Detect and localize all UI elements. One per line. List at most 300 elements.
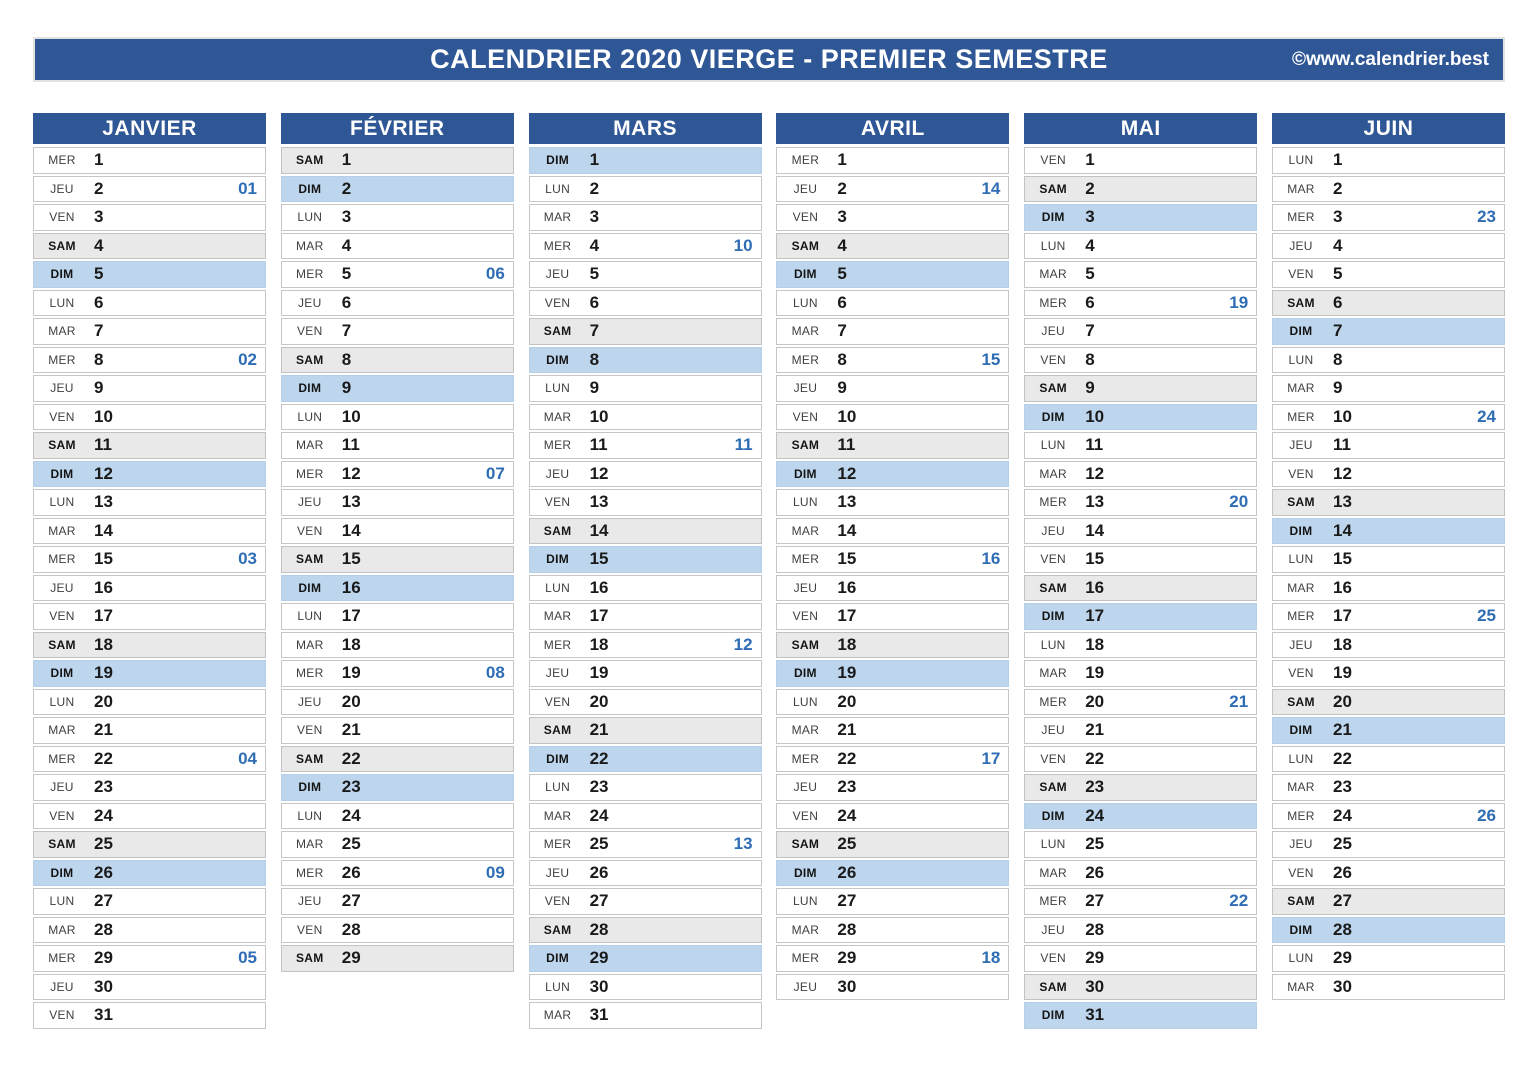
day-number: 21 xyxy=(837,720,857,740)
day-row xyxy=(33,945,266,972)
day-row xyxy=(1024,803,1257,830)
day-abbr: JEU xyxy=(50,780,74,795)
day-number: 23 xyxy=(1332,777,1352,797)
day-abbr: SAM xyxy=(1039,979,1067,994)
day-row xyxy=(529,147,762,174)
day-row xyxy=(776,660,1009,687)
day-number: 31 xyxy=(589,1005,609,1025)
day-abbr: LUN xyxy=(1288,352,1314,367)
day-row xyxy=(33,575,266,602)
day-number: 26 xyxy=(341,862,361,882)
day-row xyxy=(1024,261,1257,288)
day-number: 16 xyxy=(94,577,113,597)
day-row xyxy=(1272,974,1505,1001)
day-row xyxy=(1024,945,1257,972)
day-number: 30 xyxy=(1332,976,1352,996)
day-abbr: MAR xyxy=(1039,865,1067,880)
day-row xyxy=(33,888,266,915)
day-abbr: JEU xyxy=(298,495,322,510)
day-number: 21 xyxy=(94,720,113,740)
day-abbr: DIM xyxy=(546,552,570,567)
day-abbr: JEU xyxy=(793,979,818,994)
day-number: 29 xyxy=(1332,948,1352,968)
day-row xyxy=(33,603,266,630)
day-number: 25 xyxy=(837,834,857,854)
day-abbr: DIM xyxy=(1041,609,1065,624)
day-number: 9 xyxy=(94,378,104,398)
day-row xyxy=(33,404,266,431)
day-number: 25 xyxy=(589,834,609,854)
day-abbr: JEU xyxy=(50,979,74,994)
day-number: 15 xyxy=(589,549,609,569)
day-row xyxy=(529,945,762,972)
day-row xyxy=(529,546,762,573)
day-number: 7 xyxy=(1085,321,1095,341)
day-abbr: SAM xyxy=(791,238,820,253)
day-abbr: SAM xyxy=(1039,780,1067,795)
day-number: 29 xyxy=(837,948,857,968)
day-number: 14 xyxy=(1085,520,1105,540)
day-row xyxy=(529,632,762,659)
day-row xyxy=(33,546,266,573)
day-row xyxy=(776,204,1009,231)
day-row xyxy=(1272,404,1505,431)
day-number: 11 xyxy=(589,435,608,455)
day-row xyxy=(1272,603,1505,630)
day-row xyxy=(33,660,266,687)
day-abbr: LUN xyxy=(1040,238,1066,253)
day-row xyxy=(1024,347,1257,374)
day-row xyxy=(776,974,1009,1001)
day-row xyxy=(1272,176,1505,203)
day-abbr: VEN xyxy=(792,609,819,624)
day-number: 3 xyxy=(589,207,600,227)
day-number: 31 xyxy=(94,1005,113,1025)
month-header: AVRIL xyxy=(776,113,1009,144)
day-abbr: JEU xyxy=(1041,324,1065,339)
day-number: 17 xyxy=(1332,606,1352,626)
month-header: MAI xyxy=(1024,113,1257,144)
day-row xyxy=(1272,489,1505,516)
day-row xyxy=(776,831,1009,858)
day-row xyxy=(1024,575,1257,602)
day-number: 5 xyxy=(1332,264,1343,284)
day-abbr: DIM xyxy=(1041,1008,1065,1023)
day-row xyxy=(1272,233,1505,260)
day-abbr: MER xyxy=(543,837,572,852)
day-number: 12 xyxy=(1332,463,1352,483)
day-row xyxy=(1024,888,1257,915)
day-row xyxy=(281,575,514,602)
day-row xyxy=(33,860,266,887)
day-row xyxy=(33,318,266,345)
day-abbr: VEN xyxy=(544,694,571,709)
day-number: 27 xyxy=(341,891,361,911)
day-row xyxy=(1024,233,1257,260)
day-number: 2 xyxy=(341,178,352,198)
day-row xyxy=(776,318,1009,345)
day-number: 31 xyxy=(1085,1005,1105,1025)
day-number: 16 xyxy=(1332,577,1352,597)
week-number: 02 xyxy=(238,349,257,369)
day-abbr: SAM xyxy=(1039,381,1067,396)
day-row xyxy=(1272,261,1505,288)
day-number: 2 xyxy=(589,178,600,198)
day-abbr: VEN xyxy=(297,723,323,738)
day-number: 3 xyxy=(837,207,847,227)
week-number: 08 xyxy=(485,663,505,683)
day-number: 11 xyxy=(1085,435,1104,455)
day-row xyxy=(281,689,514,716)
day-abbr: LUN xyxy=(545,979,571,994)
day-number: 1 xyxy=(589,150,600,170)
day-row xyxy=(1024,432,1257,459)
day-row xyxy=(1272,774,1505,801)
day-number: 25 xyxy=(94,834,113,854)
day-number: 18 xyxy=(589,634,609,654)
day-row xyxy=(529,204,762,231)
day-abbr: LUN xyxy=(297,808,323,823)
day-abbr: MAR xyxy=(1039,466,1067,481)
day-row xyxy=(281,774,514,801)
day-number: 23 xyxy=(341,777,361,797)
day-abbr: LUN xyxy=(792,495,818,510)
day-abbr: MAR xyxy=(1287,580,1315,595)
day-number: 16 xyxy=(589,577,609,597)
day-row xyxy=(1024,204,1257,231)
day-number: 6 xyxy=(341,292,352,312)
day-row xyxy=(33,974,266,1001)
day-row xyxy=(281,404,514,431)
day-row xyxy=(1272,803,1505,830)
day-abbr: MER xyxy=(1287,808,1315,823)
day-abbr: DIM xyxy=(50,466,74,481)
day-abbr: JEU xyxy=(298,295,322,310)
day-abbr: DIM xyxy=(546,751,570,766)
day-number: 29 xyxy=(589,948,609,968)
copyright-link[interactable]: ©www.calendrier.best xyxy=(1291,48,1489,70)
day-abbr: DIM xyxy=(1041,409,1065,424)
day-row xyxy=(1024,375,1257,402)
day-abbr: DIM xyxy=(1289,523,1313,538)
day-number: 4 xyxy=(94,235,104,255)
day-abbr: SAM xyxy=(1039,580,1067,595)
month-rows xyxy=(1272,147,1505,1000)
day-abbr: LUN xyxy=(1040,637,1066,652)
day-number: 19 xyxy=(341,663,361,683)
day-abbr: MAR xyxy=(543,409,572,424)
day-row xyxy=(1272,518,1505,545)
day-row xyxy=(1024,974,1257,1001)
day-abbr: MAR xyxy=(296,637,324,652)
day-number: 13 xyxy=(341,492,361,512)
day-abbr: LUN xyxy=(1040,438,1066,453)
day-row xyxy=(281,147,514,174)
day-abbr: LUN xyxy=(1288,153,1314,168)
day-abbr: MER xyxy=(48,951,76,966)
day-row xyxy=(1024,147,1257,174)
day-row xyxy=(776,746,1009,773)
day-row xyxy=(281,945,514,972)
page-title: CALENDRIER 2020 VIERGE - PREMIER SEMESTRE xyxy=(430,44,1108,74)
day-number: 19 xyxy=(837,663,857,683)
day-abbr: MER xyxy=(48,153,76,168)
day-abbr: MER xyxy=(791,951,820,966)
day-abbr: LUN xyxy=(792,894,818,909)
week-number: 05 xyxy=(238,948,257,968)
day-row xyxy=(529,261,762,288)
day-abbr: VEN xyxy=(49,609,75,624)
month-column xyxy=(281,113,514,1029)
day-row xyxy=(529,176,762,203)
day-number: 15 xyxy=(1332,549,1352,569)
day-number: 20 xyxy=(1085,691,1105,711)
day-abbr: LUN xyxy=(297,210,323,225)
day-row xyxy=(33,803,266,830)
day-number: 5 xyxy=(94,264,104,284)
day-number: 9 xyxy=(589,378,600,398)
day-abbr: MER xyxy=(1287,409,1315,424)
day-number: 16 xyxy=(341,577,361,597)
day-row xyxy=(776,575,1009,602)
day-abbr: JEU xyxy=(50,580,74,595)
day-number: 8 xyxy=(94,349,104,369)
day-number: 1 xyxy=(94,150,104,170)
day-number: 26 xyxy=(837,862,857,882)
day-row xyxy=(1024,603,1257,630)
day-row xyxy=(529,717,762,744)
day-number: 28 xyxy=(837,919,857,939)
day-number: 14 xyxy=(837,520,857,540)
day-row xyxy=(281,204,514,231)
day-abbr: MER xyxy=(543,637,572,652)
day-abbr: SAM xyxy=(296,153,324,168)
day-number: 6 xyxy=(1085,292,1095,312)
day-number: 4 xyxy=(341,235,352,255)
day-row xyxy=(281,717,514,744)
day-row xyxy=(281,518,514,545)
day-row xyxy=(1024,860,1257,887)
day-abbr: JEU xyxy=(545,666,570,681)
day-number: 7 xyxy=(94,321,104,341)
day-number: 5 xyxy=(341,264,352,284)
day-abbr: MER xyxy=(48,552,76,567)
month-header: JANVIER xyxy=(33,113,266,144)
day-number: 5 xyxy=(837,264,847,284)
day-number: 20 xyxy=(837,691,857,711)
day-abbr: VEN xyxy=(49,409,75,424)
day-row xyxy=(776,461,1009,488)
month-rows xyxy=(281,147,514,972)
day-number: 3 xyxy=(1332,207,1343,227)
day-number: 5 xyxy=(589,264,600,284)
day-number: 13 xyxy=(1332,492,1352,512)
day-abbr: VEN xyxy=(792,409,819,424)
day-abbr: SAM xyxy=(296,751,324,766)
title-bar xyxy=(33,37,1505,82)
day-abbr: DIM xyxy=(1289,324,1313,339)
day-row xyxy=(529,603,762,630)
week-number: 13 xyxy=(733,834,753,854)
day-abbr: MAR xyxy=(791,723,820,738)
day-number: 17 xyxy=(837,606,857,626)
day-abbr: MAR xyxy=(543,609,572,624)
day-abbr: JEU xyxy=(1289,837,1313,852)
day-abbr: SAM xyxy=(543,523,572,538)
day-abbr: VEN xyxy=(544,894,571,909)
day-number: 6 xyxy=(837,292,847,312)
week-number: 04 xyxy=(238,748,257,768)
day-number: 9 xyxy=(1085,378,1095,398)
day-number: 24 xyxy=(1085,805,1105,825)
day-number: 24 xyxy=(589,805,609,825)
day-number: 3 xyxy=(1085,207,1095,227)
day-number: 1 xyxy=(1085,150,1095,170)
day-abbr: MER xyxy=(296,466,324,481)
day-row xyxy=(281,603,514,630)
day-row xyxy=(529,375,762,402)
day-row xyxy=(776,774,1009,801)
day-abbr: VEN xyxy=(792,808,819,823)
week-number: 23 xyxy=(1477,207,1496,227)
day-abbr: DIM xyxy=(546,153,570,168)
day-row xyxy=(776,546,1009,573)
day-number: 18 xyxy=(1332,634,1352,654)
day-number: 12 xyxy=(589,463,609,483)
day-row xyxy=(33,746,266,773)
day-number: 27 xyxy=(1085,891,1105,911)
day-number: 15 xyxy=(1085,549,1105,569)
day-abbr: MAR xyxy=(1039,666,1067,681)
day-number: 28 xyxy=(1085,919,1105,939)
day-abbr: VEN xyxy=(297,523,323,538)
day-number: 12 xyxy=(341,463,361,483)
day-number: 21 xyxy=(589,720,609,740)
day-abbr: MAR xyxy=(296,438,324,453)
day-abbr: DIM xyxy=(793,267,817,282)
day-number: 12 xyxy=(837,463,857,483)
day-number: 10 xyxy=(341,406,361,426)
day-abbr: JEU xyxy=(545,267,570,282)
day-row xyxy=(33,489,266,516)
day-number: 27 xyxy=(589,891,609,911)
day-abbr: MER xyxy=(48,352,76,367)
day-number: 3 xyxy=(341,207,352,227)
day-number: 19 xyxy=(1332,663,1352,683)
day-abbr: VEN xyxy=(544,295,571,310)
day-number: 26 xyxy=(1332,862,1352,882)
day-number: 12 xyxy=(94,463,113,483)
day-number: 16 xyxy=(1085,577,1105,597)
day-row xyxy=(1272,831,1505,858)
day-abbr: JEU xyxy=(793,580,818,595)
day-abbr: MAR xyxy=(48,922,76,937)
day-number: 30 xyxy=(589,976,609,996)
day-number: 1 xyxy=(1332,150,1343,170)
day-row xyxy=(1272,632,1505,659)
day-abbr: JEU xyxy=(545,466,570,481)
day-number: 17 xyxy=(589,606,609,626)
day-abbr: SAM xyxy=(543,324,572,339)
day-abbr: VEN xyxy=(544,495,571,510)
day-abbr: SAM xyxy=(48,637,76,652)
day-number: 15 xyxy=(94,549,113,569)
day-number: 4 xyxy=(589,235,600,255)
day-number: 14 xyxy=(1332,520,1352,540)
day-number: 1 xyxy=(837,150,847,170)
day-abbr: JEU xyxy=(793,381,818,396)
day-row xyxy=(529,660,762,687)
day-abbr: MAR xyxy=(543,808,572,823)
day-abbr: MAR xyxy=(791,523,820,538)
day-row xyxy=(281,746,514,773)
day-number: 9 xyxy=(1332,378,1343,398)
day-number: 13 xyxy=(589,492,609,512)
day-number: 13 xyxy=(1085,492,1105,512)
week-number: 16 xyxy=(981,549,1001,569)
day-row xyxy=(776,888,1009,915)
day-abbr: SAM xyxy=(543,723,572,738)
day-row xyxy=(1024,518,1257,545)
day-abbr: MER xyxy=(1039,495,1067,510)
day-abbr: DIM xyxy=(298,580,322,595)
day-abbr: LUN xyxy=(297,609,323,624)
day-abbr: LUN xyxy=(545,181,571,196)
day-row xyxy=(776,860,1009,887)
day-number: 18 xyxy=(94,634,113,654)
day-row xyxy=(1272,375,1505,402)
day-abbr: MAR xyxy=(791,324,820,339)
month-column xyxy=(33,113,266,1029)
day-row xyxy=(33,290,266,317)
day-row xyxy=(281,489,514,516)
month-column xyxy=(1024,113,1257,1029)
day-number: 22 xyxy=(94,748,113,768)
day-row xyxy=(776,689,1009,716)
day-abbr: LUN xyxy=(1288,951,1314,966)
day-row xyxy=(1272,318,1505,345)
day-number: 23 xyxy=(1085,777,1105,797)
day-number: 10 xyxy=(589,406,609,426)
day-number: 7 xyxy=(1332,321,1343,341)
day-number: 5 xyxy=(1085,264,1095,284)
day-abbr: DIM xyxy=(1289,723,1313,738)
day-row xyxy=(1024,546,1257,573)
day-number: 7 xyxy=(837,321,847,341)
day-abbr: MER xyxy=(791,751,820,766)
day-row xyxy=(1024,831,1257,858)
day-number: 24 xyxy=(1332,805,1352,825)
day-abbr: LUN xyxy=(297,409,323,424)
day-number: 13 xyxy=(94,492,113,512)
day-abbr: MAR xyxy=(1287,780,1315,795)
day-abbr: DIM xyxy=(298,780,322,795)
day-row xyxy=(33,917,266,944)
day-number: 27 xyxy=(94,891,113,911)
day-row xyxy=(33,261,266,288)
day-row xyxy=(776,518,1009,545)
day-number: 4 xyxy=(1332,235,1343,255)
day-number: 14 xyxy=(341,520,361,540)
day-number: 18 xyxy=(341,634,361,654)
day-abbr: LUN xyxy=(792,694,818,709)
day-abbr: VEN xyxy=(792,210,819,225)
day-number: 23 xyxy=(589,777,609,797)
day-number: 28 xyxy=(94,919,113,939)
day-row xyxy=(281,632,514,659)
day-row xyxy=(1024,176,1257,203)
day-abbr: SAM xyxy=(296,552,324,567)
